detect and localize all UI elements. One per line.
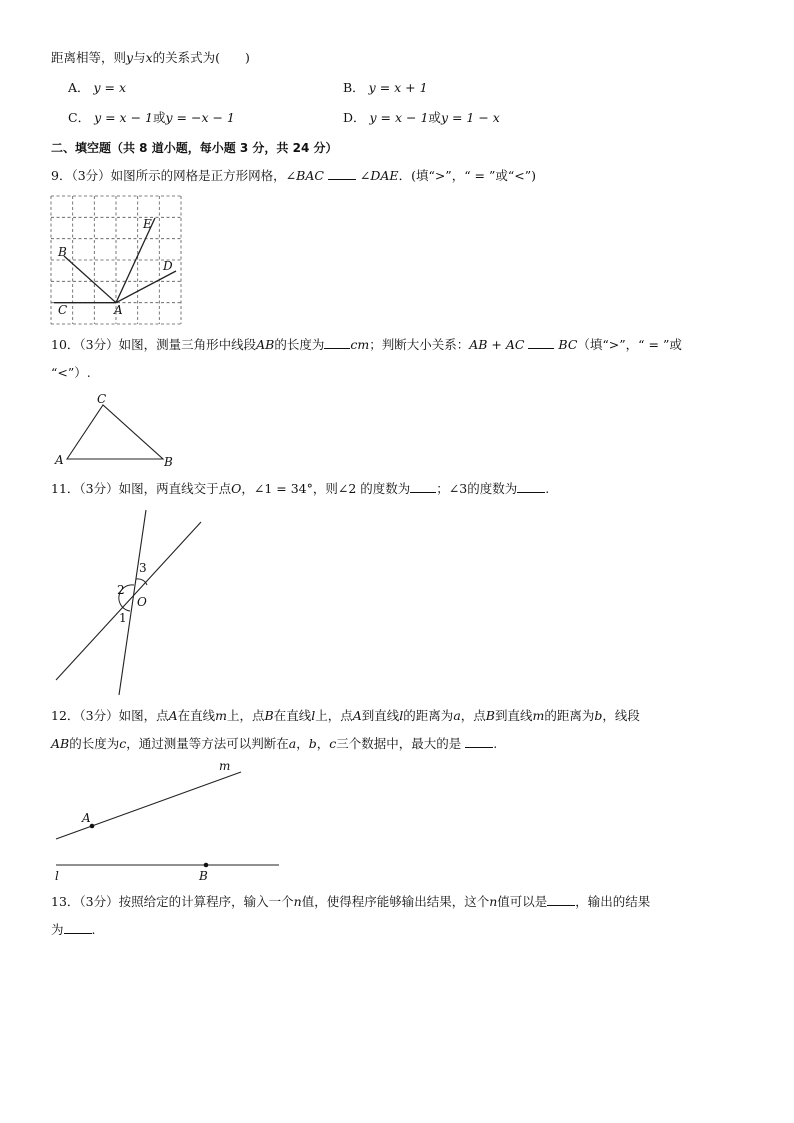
q10-compare-blank[interactable] bbox=[528, 336, 554, 349]
label-a: A bbox=[55, 453, 64, 467]
q8-option-a[interactable]: A． y = x bbox=[68, 80, 127, 95]
label-angle-2: 2 bbox=[117, 583, 125, 597]
q12-lines-figure bbox=[51, 760, 291, 885]
q8-option-b[interactable]: B． y = x + 1 bbox=[343, 80, 428, 95]
label-e: E bbox=[143, 217, 152, 231]
label-c: C bbox=[58, 303, 68, 317]
line-m bbox=[56, 772, 241, 839]
q11-stem: 11．（3分）如图，两直线交于点O，∠1 = 34°，则∠2 的度数为 ；∠3的度数为 . bbox=[51, 481, 550, 496]
label-c: C bbox=[97, 392, 107, 406]
label-angle-1: 1 bbox=[119, 611, 127, 625]
label-l: l bbox=[55, 869, 59, 883]
q8-option-d[interactable]: D． y = x − 1或y = 1 − x bbox=[343, 110, 500, 125]
q11-intersecting-lines-figure bbox=[51, 505, 211, 700]
q12-stem-line2: AB的长度为c，通过测量等方法可以判断在a，b，c三个数据中，最大的是 . bbox=[51, 736, 498, 751]
ray-ab bbox=[64, 256, 116, 303]
q13-n-blank[interactable] bbox=[547, 893, 575, 906]
label-o: O bbox=[137, 595, 147, 609]
q10-triangle-figure bbox=[51, 390, 181, 470]
label-b: B bbox=[58, 245, 67, 259]
q8-option-c[interactable]: C． y = x − 1或y = −x − 1 bbox=[68, 110, 235, 125]
point-b bbox=[204, 863, 209, 868]
q9-stem: 9．（3分）如图所示的网格是正方形网格，∠BAC ∠DAE．(填“>”，“ = ”或“<”) bbox=[51, 168, 537, 183]
q10-stem-line1: 10．（3分）如图，测量三角形中线段AB的长度为 cm；判断大小关系：AB + AC BC（填“>”，“ = ”或 bbox=[51, 337, 682, 352]
q9-grid-figure bbox=[51, 196, 181, 324]
label-d: D bbox=[163, 259, 173, 273]
q13-stem-line2: 为 . bbox=[51, 922, 96, 937]
q11-angle3-blank[interactable] bbox=[517, 480, 545, 493]
ray-ad bbox=[116, 271, 176, 303]
q9-answer-blank[interactable] bbox=[328, 167, 356, 180]
section-heading-fill-in: 二、填空题（共 8 道小题，每小题 3 分，共 24 分） bbox=[51, 141, 338, 155]
q10-stem-line2: “<”）. bbox=[51, 365, 91, 380]
label-a: A bbox=[82, 811, 91, 825]
q10-length-blank[interactable] bbox=[324, 336, 350, 349]
label-m: m bbox=[219, 759, 231, 773]
line-shallow bbox=[56, 522, 201, 680]
label-b: B bbox=[199, 869, 208, 883]
q11-angle2-blank[interactable] bbox=[410, 480, 436, 493]
label-angle-3: 3 bbox=[139, 561, 147, 575]
q12-stem-line1: 12．（3分）如图，点A在直线m上，点B在直线l上，点A到直线l的距离为a，点B到直线m的距离为b，线段 bbox=[51, 708, 640, 723]
label-b: B bbox=[164, 455, 173, 469]
q8-stem: 距离相等，则y与x的关系式为( ) bbox=[51, 50, 250, 65]
label-a: A bbox=[114, 303, 123, 317]
q13-stem-line1: 13．（3分）按照给定的计算程序，输入一个n值，使得程序能够输出结果，这个n值可以是 ，输出的结果 bbox=[51, 894, 651, 909]
q13-output-blank[interactable] bbox=[64, 921, 92, 934]
q12-answer-blank[interactable] bbox=[465, 735, 493, 748]
